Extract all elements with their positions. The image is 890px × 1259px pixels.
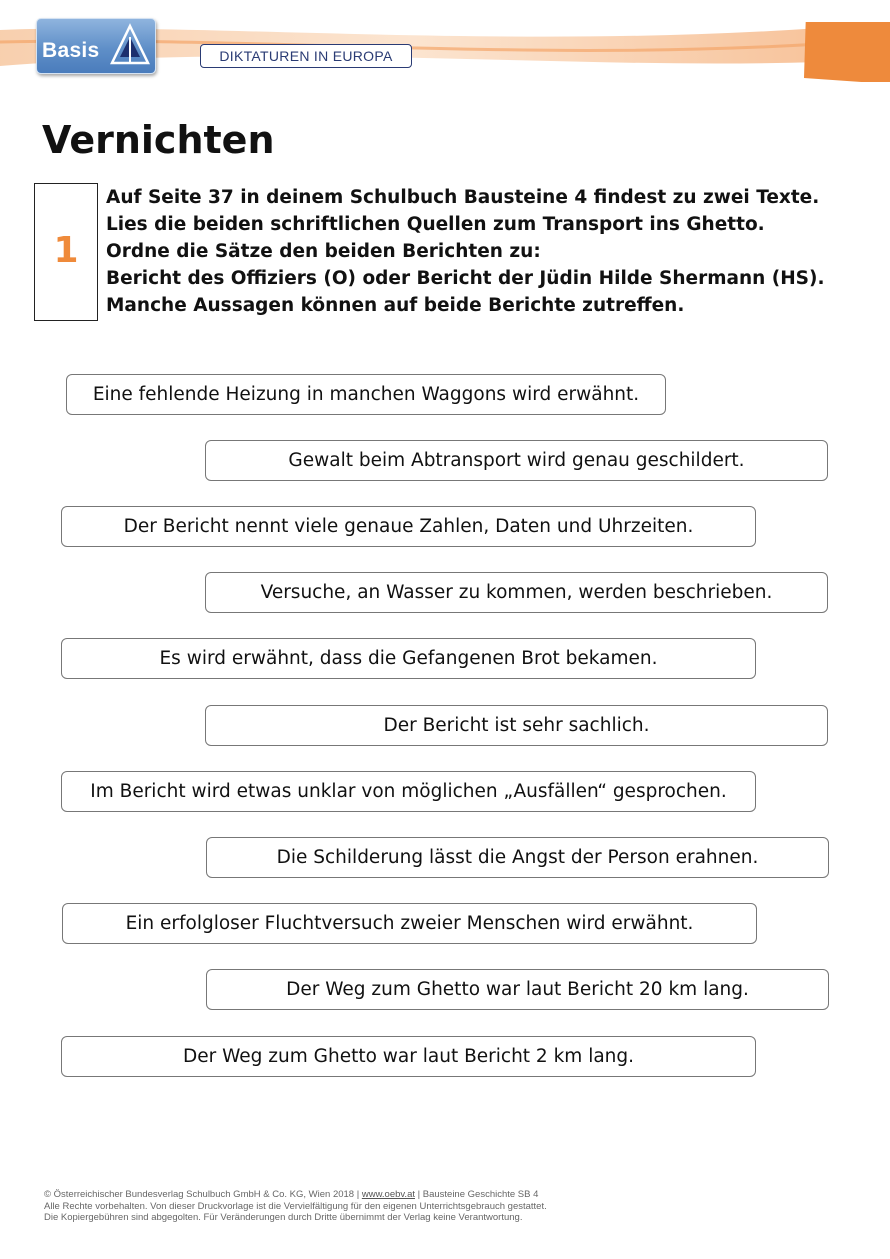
footer-book: | Bausteine Geschichte SB 4 <box>417 1189 539 1200</box>
series-tag: DIKTATUREN IN EUROPA <box>200 44 412 68</box>
footer-rights: Alle Rechte vorbehalten. Von dieser Druckvorlage ist die Vervielfältigung für den eigenen Unterrichtsgebrauch gestattet. <box>44 1200 547 1212</box>
statement-card[interactable]: Versuche, an Wasser zu kommen, werden beschrieben. <box>205 572 828 613</box>
task-number: 1 <box>53 230 79 271</box>
task-instructions <box>106 184 825 319</box>
statement-card[interactable]: Ein erfolgloser Fluchtversuch zweier Menschen wird erwähnt. <box>62 903 757 944</box>
statement-card[interactable]: Der Bericht ist sehr sachlich. <box>205 705 828 746</box>
triangle-logo-icon <box>109 23 151 67</box>
statement-card[interactable]: Der Weg zum Ghetto war laut Bericht 20 km lang. <box>206 969 829 1010</box>
statement-card[interactable]: Im Bericht wird etwas unklar von möglichen „Ausfällen“ gesprochen. <box>61 771 756 812</box>
instruction-line: Auf Seite 37 in deinem Schulbuch Bausteine 4 findest zu zwei Texte. <box>106 187 820 208</box>
footer <box>44 1189 844 1224</box>
statement-card[interactable]: Es wird erwähnt, dass die Gefangenen Brot bekamen. <box>61 638 756 679</box>
page-title: Vernichten <box>42 118 275 162</box>
footer-link[interactable]: www.oebv.at <box>361 1189 415 1200</box>
statement-card[interactable]: Der Bericht nennt viele genaue Zahlen, Daten und Uhrzeiten. <box>61 506 756 547</box>
instruction-line: Ordne die Sätze den beiden Berichten zu: <box>106 241 541 262</box>
basis-logo <box>36 18 156 74</box>
statement-card[interactable]: Die Schilderung lässt die Angst der Person erahnen. <box>206 837 829 878</box>
instruction-line: Bericht des Offiziers (O) oder Bericht der Jüdin Hilde Shermann (HS). <box>106 268 825 289</box>
footer-disclaimer: Die Kopiergebühren sind abgegolten. Für Veränderungen durch Dritte übernimmt der Verlag keine Verantwortung. <box>44 1212 523 1223</box>
instruction-line: Lies die beiden schriftlichen Quellen zum Transport ins Ghetto. <box>106 214 765 235</box>
statement-card[interactable]: Gewalt beim Abtransport wird genau geschildert. <box>205 440 828 481</box>
task-number-box <box>34 183 98 321</box>
logo-text: Basis <box>42 39 100 62</box>
instruction-line: Manche Aussagen können auf beide Berichte zutreffen. <box>106 295 685 316</box>
statement-card[interactable]: Der Weg zum Ghetto war laut Bericht 2 km lang. <box>61 1036 756 1077</box>
footer-copyright: © Österreichischer Bundesverlag Schulbuch GmbH & Co. KG, Wien 2018 | <box>44 1189 360 1200</box>
statement-card[interactable]: Eine fehlende Heizung in manchen Waggons wird erwähnt. <box>66 374 666 415</box>
